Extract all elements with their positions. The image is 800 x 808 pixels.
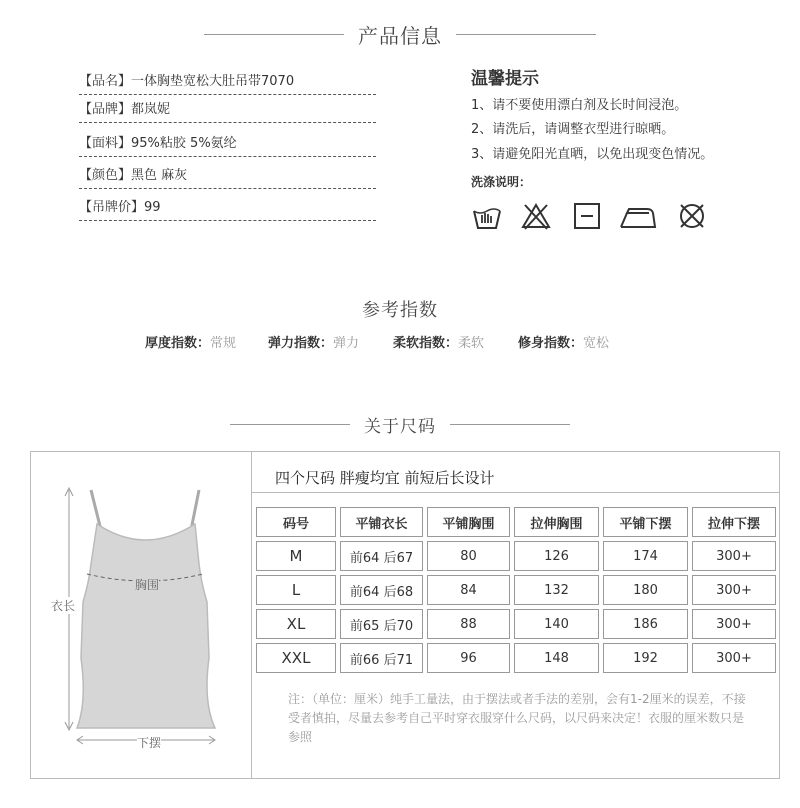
- size-header: [0, 412, 800, 437]
- hand-wash-icon: [472, 201, 502, 231]
- hem-label: 下摆: [137, 736, 162, 750]
- no-bleach-icon: [521, 201, 551, 231]
- iron-icon: [619, 201, 657, 231]
- size-headline: 四个尺码 胖瘦均宜 前短后长设计: [275, 469, 495, 487]
- product-info-title: 产品信息: [358, 24, 442, 48]
- field-fabric: 【面料】95%粘胶 5%氨纶: [79, 134, 376, 157]
- size-table: [252, 503, 780, 677]
- tip-2: 2、请洗后，请调整衣型进行晾晒。: [471, 122, 675, 137]
- no-dry-clean-icon: [677, 201, 707, 231]
- field-brand: 【品牌】都岚妮: [79, 100, 376, 123]
- table-header-row: 码号 平铺衣长 平铺胸围 拉伸胸围 平铺下摆 拉伸下摆: [256, 507, 776, 537]
- table-row: XL 前65 后70 88 140 186 300+: [256, 609, 776, 639]
- tip-1: 1、请不要使用漂白剂及长时间浸泡。: [471, 98, 688, 113]
- field-tag-price: 【吊牌价】99: [79, 198, 376, 221]
- bust-label: 胸围: [135, 578, 160, 592]
- tips-title: 温馨提示: [471, 69, 539, 89]
- size-title: 关于尺码: [364, 417, 436, 437]
- wash-title: 洗涤说明：: [471, 175, 532, 189]
- ref-fit: 修身指数：宽松: [518, 336, 610, 351]
- line-dry-icon: [572, 201, 602, 231]
- table-row: L 前64 后68 84 132 180 300+: [256, 575, 776, 605]
- garment-diagram: [31, 452, 252, 778]
- reference-header: [0, 296, 800, 322]
- table-row: M 前64 后67 80 126 174 300+: [256, 541, 776, 571]
- field-name: 【品名】一体胸垫宽松大肚吊带7070: [79, 72, 376, 95]
- product-info-header: [0, 20, 800, 49]
- camisole-diagram: [31, 452, 251, 778]
- ref-softness: 柔软指数：柔软: [393, 336, 485, 351]
- ref-thickness: 厚度指数：常规: [145, 336, 237, 351]
- length-label: 衣长: [51, 599, 76, 613]
- reference-title: 参考指数: [362, 300, 438, 321]
- ref-elasticity: 弹力指数：弹力: [268, 336, 360, 351]
- size-note: 注：（单位：厘米）纯手工量法，由于摆法或者手法的差别，会有1-2厘米的误差，不接受者慎拍，尽量去参考自己平时穿衣服穿什么尺码，以尺码来决定！衣服的厘米数只是参照: [288, 692, 746, 744]
- table-row: XXL 前66 后71 96 148 192 300+: [256, 643, 776, 673]
- tip-3: 3、请避免阳光直晒，以免出现变色情况。: [471, 147, 714, 162]
- field-color: 【颜色】黑色 麻灰: [79, 166, 376, 189]
